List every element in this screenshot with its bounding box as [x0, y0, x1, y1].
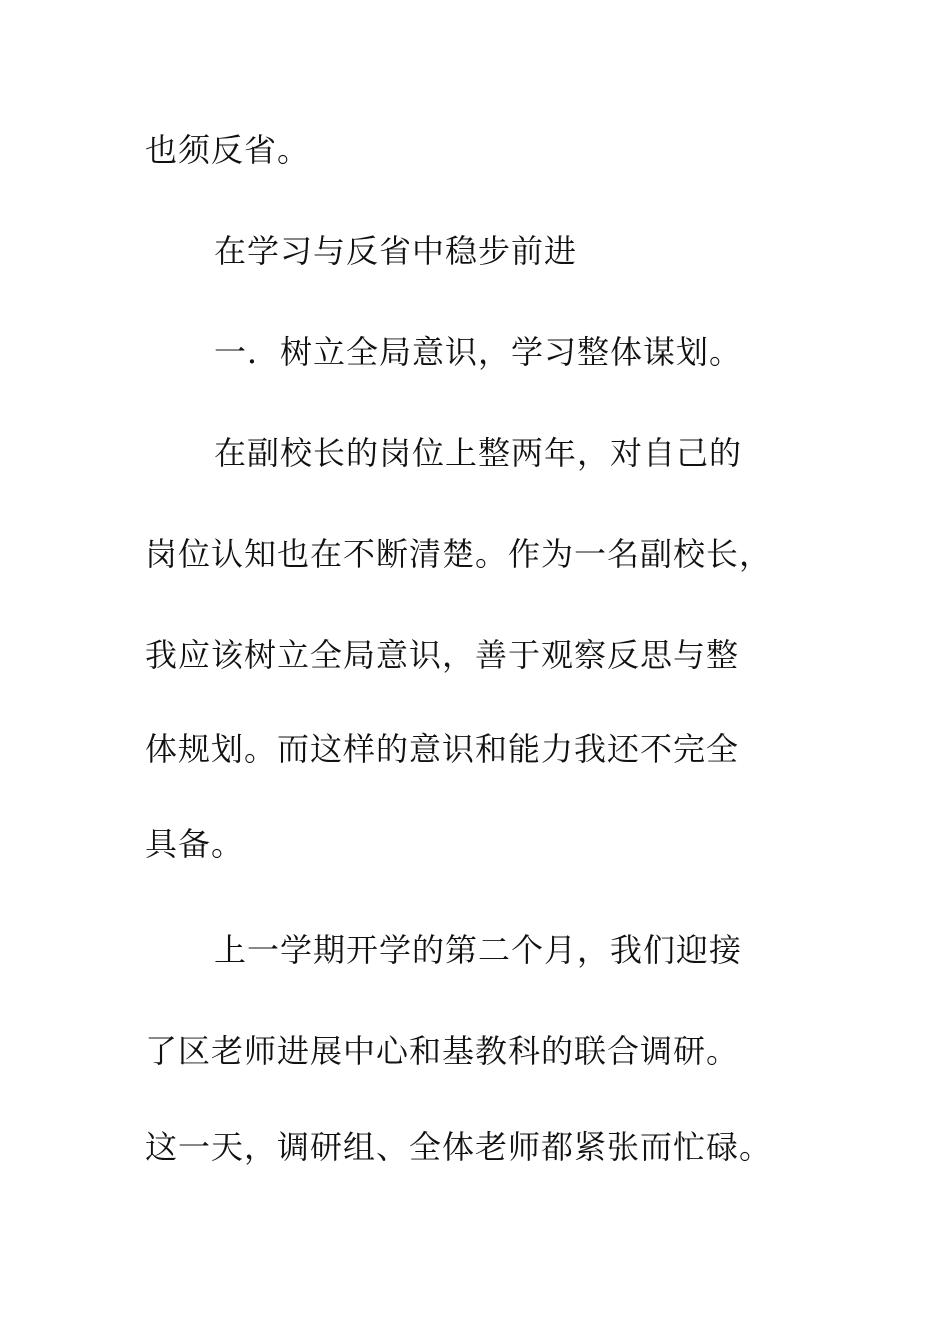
text-line: 岗位认知也在不断清楚。作为一名副校长，: [145, 535, 773, 573]
section-heading: 在学习与反省中稳步前进: [214, 232, 578, 270]
text-line: 上一学期开学的第二个月，我们迎接: [214, 931, 743, 969]
text-line: 体规划。而这样的意识和能力我还不完全: [145, 730, 740, 768]
subsection-heading: 一．树立全局意识，学习整体谋划。: [214, 333, 743, 371]
text-line: 在副校长的岗位上整两年，对自己的: [214, 434, 743, 472]
text-line: 我应该树立全局意识，善于观察反思与整: [145, 636, 740, 674]
text-line: 了区老师进展中心和基教科的联合调研。: [145, 1032, 740, 1070]
text-line: 具备。: [145, 825, 245, 863]
text-line: 这一天，调研组、全体老师都紧张而忙碌。: [145, 1128, 773, 1166]
text-line: 也须反省。: [145, 131, 311, 169]
